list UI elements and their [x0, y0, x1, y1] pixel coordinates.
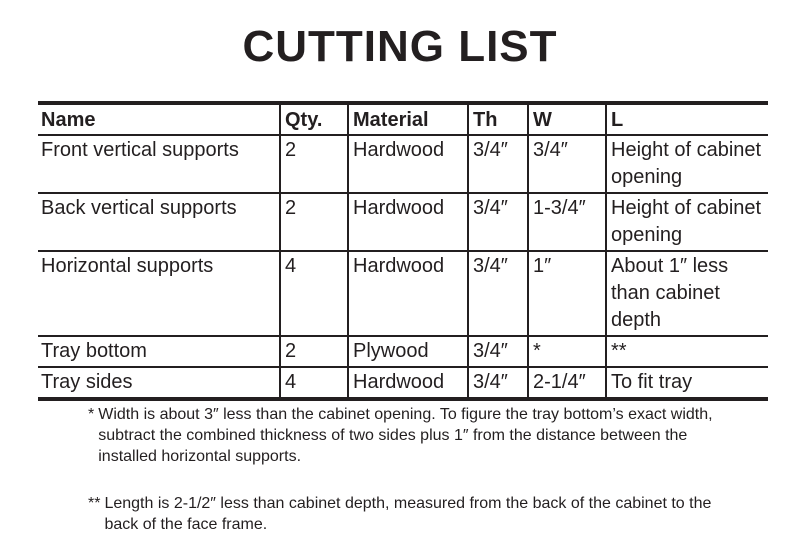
cutting-list-table [38, 101, 768, 401]
cell-length: About 1″ less than cabinet depth [606, 251, 768, 336]
cell-width: 3/4″ [528, 135, 606, 193]
cell-qty: 4 [280, 251, 348, 336]
header-material: Material [348, 103, 468, 135]
cell-material: Hardwood [348, 251, 468, 336]
cell-material: Hardwood [348, 193, 468, 251]
cell-name: Back vertical supports [38, 193, 280, 251]
cell-name: Tray sides [41, 371, 133, 393]
header-qty: Qty. [280, 103, 348, 135]
footnote-width [88, 404, 738, 467]
cell-thickness: 3/4″ [468, 367, 528, 399]
cell-qty: 2 [280, 135, 348, 193]
cell-thickness: 3/4″ [468, 336, 528, 367]
cell-qty: 2 [280, 336, 348, 367]
cell-thickness: 3/4″ [468, 193, 528, 251]
footnote-text: Width is about 3″ less than the cabinet opening. To figure the tray bottom’s exact width, subtract the combined thickness of two sides plus 1″ from the distance between the installed horizontal supports. [98, 406, 713, 465]
cell-qty: 2 [280, 193, 348, 251]
page-title: CUTTING LIST [242, 22, 558, 71]
header-length: L [606, 103, 768, 135]
cell-thickness: 3/4″ [468, 135, 528, 193]
cell-length: Height of cabinet opening [606, 193, 768, 251]
cell-material: Hardwood [348, 367, 468, 399]
cell-length: To fit tray [606, 367, 768, 399]
cell-width: 1″ [528, 251, 606, 336]
cell-thickness: 3/4″ [468, 251, 528, 336]
cell-length: Height of cabinet opening [606, 135, 768, 193]
table-row [38, 193, 768, 251]
cell-name: Tray bottom [38, 336, 280, 367]
cell-width: 1-3/4″ [528, 193, 606, 251]
footnote-text: Length is 2-1/2″ less than cabinet depth, measured from the back of the cabinet to the back of the face frame. [104, 495, 712, 533]
cell-name: Horizontal supports [38, 251, 280, 336]
header-name: Name [38, 103, 280, 135]
table-row [38, 367, 768, 399]
table-row [38, 135, 768, 193]
cell-qty: 4 [280, 367, 348, 399]
cell-width: * [528, 336, 606, 367]
footnote-mark: * [88, 406, 95, 423]
cell-length: ** [606, 336, 768, 367]
table-header-row [38, 103, 768, 135]
table-row [38, 251, 768, 336]
cell-material: Hardwood [348, 135, 468, 193]
footnote-mark: ** [88, 495, 101, 512]
cell-name: Front vertical supports [38, 135, 280, 193]
cell-material: Plywood [348, 336, 468, 367]
header-thickness: Th [468, 103, 528, 135]
footnote-length [88, 493, 738, 535]
header-width: W [528, 103, 606, 135]
table-row [38, 336, 768, 367]
cell-width: 2-1/4″ [528, 367, 606, 399]
